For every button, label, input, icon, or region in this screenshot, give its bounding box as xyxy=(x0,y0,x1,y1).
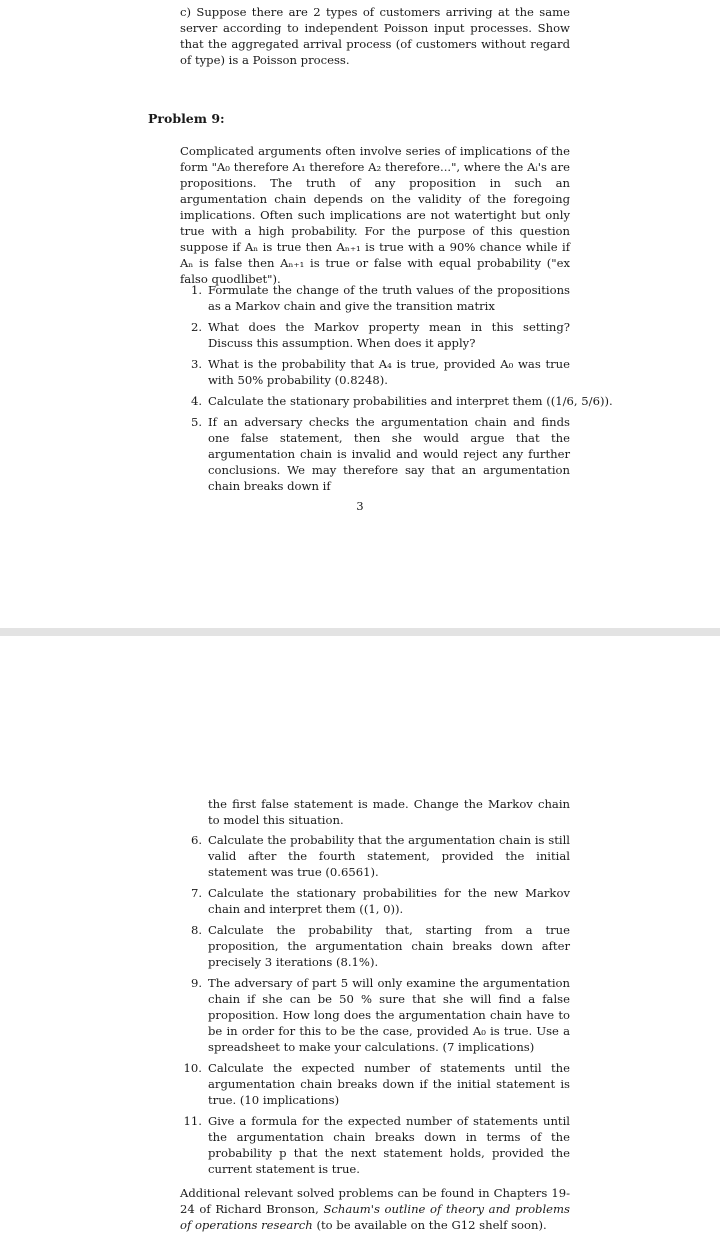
list-item: 8. Calculate the probability that, starting from a true proposition, the argumentation chain breaks down after precisely 3 iterations (8.1%). xyxy=(190,923,570,969)
page-number: 3 xyxy=(356,499,364,513)
question-list-part-1 xyxy=(180,282,613,499)
part-c-text: c) Suppose there are 2 types of customers arriving at the same server according to independent Poisson input processes. Show that the aggregated arrival process (of customers without regard of type) is a Poisson process. xyxy=(180,5,570,67)
book-title: Schaum's outline of theory and problems of operations research xyxy=(180,1202,570,1232)
page-4 xyxy=(0,636,720,1239)
additional-resources-note: Additional relevant solved problems can be found in Chapters 19-24 of Richard Bronson, Schaum's outline of theory and problems of operations research (to be available on the G12 shelf soon). xyxy=(180,1186,570,1232)
page-separator xyxy=(0,628,720,636)
list-item: 6. Calculate the probability that the argumentation chain is still valid after the fourth statement, provided the initial statement was true (0.6561). xyxy=(190,833,570,879)
problem-9-intro: Complicated arguments often involve series of implications of the form "A₀ therefore A₁ therefore A₂ therefore...", where the Aᵢ's are propositions. The truth of any proposition in such an argumentation chain depends on the validity of the foregoing implications. Often such implications are not watertight but only true with a high probability. For the purpose of this question suppose if Aₙ is true then Aₙ₊₁ is true with a 90% chance while if Aₙ is false then Aₙ₊₁ is true or false with equal probability ("ex falso quodlibet"). xyxy=(180,144,570,286)
list-item: 3. What is the probability that A₄ is true, provided A₀ was true with 50% probability (0.8248). xyxy=(190,357,570,387)
list-item: 7. Calculate the stationary probabilities for the new Markov chain and interpret them ((1, 0)). xyxy=(190,886,570,916)
list-item: 2. What does the Markov property mean in this setting? Discuss this assumption. When does it apply? xyxy=(190,320,570,350)
list-item: 4. Calculate the stationary probabilities and interpret them ((1/6, 5/6)). xyxy=(190,394,613,408)
list-item: 11. Give a formula for the expected number of statements until the argumentation chain breaks down in terms of the probability p that the next statement holds, provided the current statement is true. xyxy=(183,1114,570,1176)
question-list-part-2 xyxy=(180,832,570,1182)
list-item: 5. If an adversary checks the argumentation chain and finds one false statement, then she would argue that the argumentation chain is invalid and would reject any further conclusions. We may therefore say that an argumentation chain breaks down if xyxy=(190,415,570,493)
list-item: 9. The adversary of part 5 will only examine the argumentation chain if she can be 50 % sure that she will find a false proposition. How long does the argumentation chain have to be in order for this to be the case, provided A₀ is true. Use a spreadsheet to make your calculations. (7 implications) xyxy=(190,976,570,1054)
item-5-continuation: the first false statement is made. Change the Markov chain to model this situation. xyxy=(208,797,570,827)
list-item: 10. Calculate the expected number of statements until the argumentation chain breaks down if the initial statement is true. (10 implications) xyxy=(183,1061,570,1107)
problem-9-heading: Problem 9: xyxy=(148,111,225,126)
list-item: 1. Formulate the change of the truth values of the propositions as a Markov chain and give the transition matrix xyxy=(190,283,570,313)
